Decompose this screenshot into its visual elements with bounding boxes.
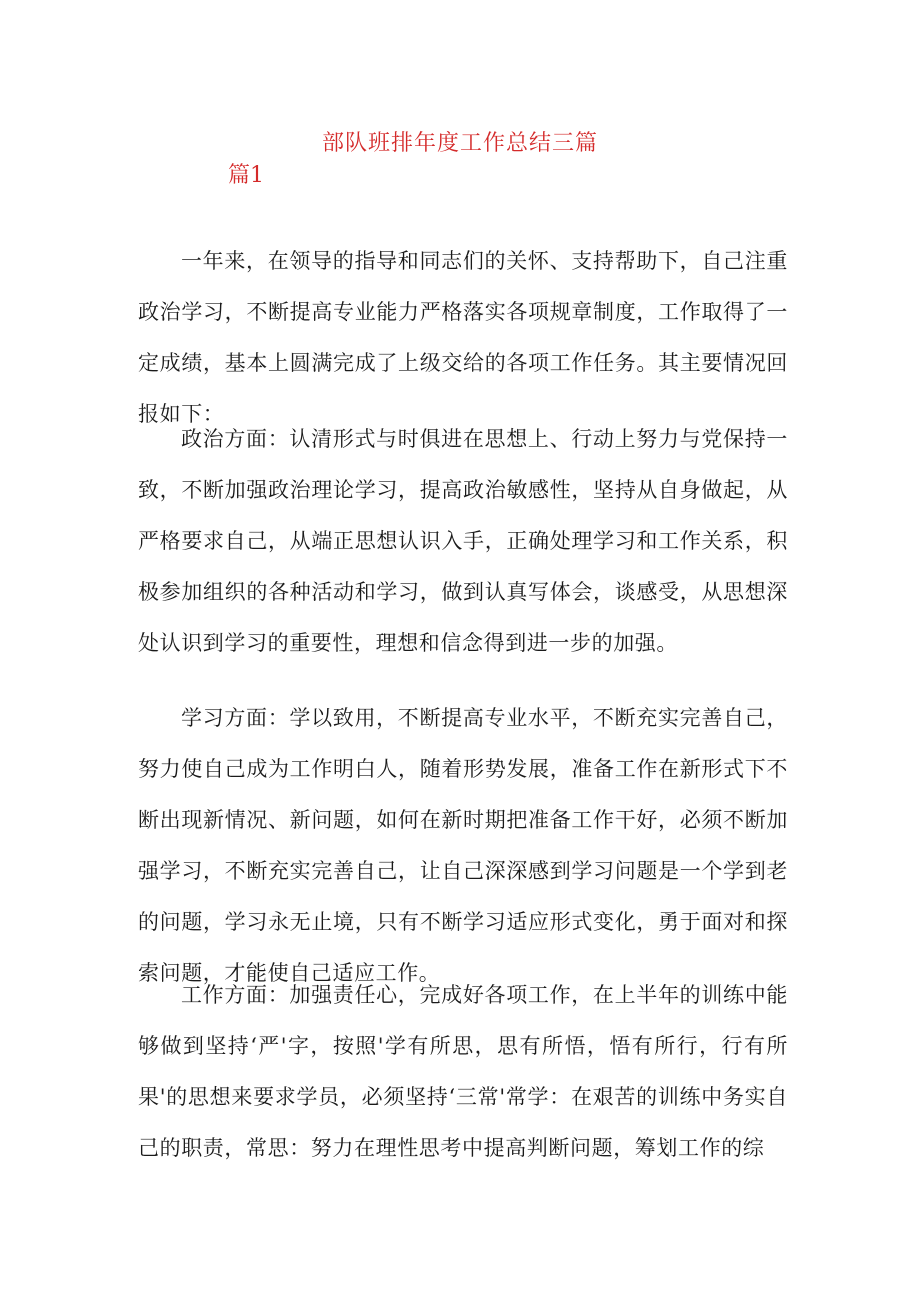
document-title: 部队班排年度工作总结三篇 — [321, 131, 598, 156]
paragraph-politics: 政治方面：认清形式与时俱进在思想上、行动上努力与党保持一致，不断加强政治理论学习，提高政治敏感性，坚持从自身做起，从严格要求自己，从端正思想认识入手，正确处理学习和工作关系，积极参加组织的各种活动和学习，做到认真写体会，谈感受，从思想深处认识到学习的重要性，理想和信念得到进一步的加强。 — [138, 427, 788, 655]
paragraph-work: 工作方面：加强责任心，完成好各项工作，在上半年的训练中能够做到坚持‘严'字，按照'学有所思，思有所悟，悟有所行，行有所果'的思想来要求学员，必须坚持‘三常'常学：在艰苦的训练中务实自己的职责，常思：努力在理性思考中提高判断问题，筹划工作的综 — [138, 983, 788, 1160]
paragraph-study: 学习方面：学以致用，不断提高专业水平，不断充实完善自己，努力使自己成为工作明白人，随着形势发展，准备工作在新形式下不断出现新情况、新问题，如何在新时期把准备工作干好，必须不断加强学习，不断充实完善自己，让自己深深感到学习问题是一个学到老的问题，学习永无止境，只有不断学习适应形式变化，勇于面对和探索问题，才能使自己适应工作。 — [138, 706, 788, 985]
paragraph-intro: 一年来，在领导的指导和同志们的关怀、支持帮助下，自己注重政治学习，不断提高专业能力严格落实各项规章制度，工作取得了一定成绩，基本上圆满完成了上级交给的各项工作任务。其主要情况回报如下： — [138, 249, 788, 426]
section-heading: 篇1 — [228, 163, 264, 188]
